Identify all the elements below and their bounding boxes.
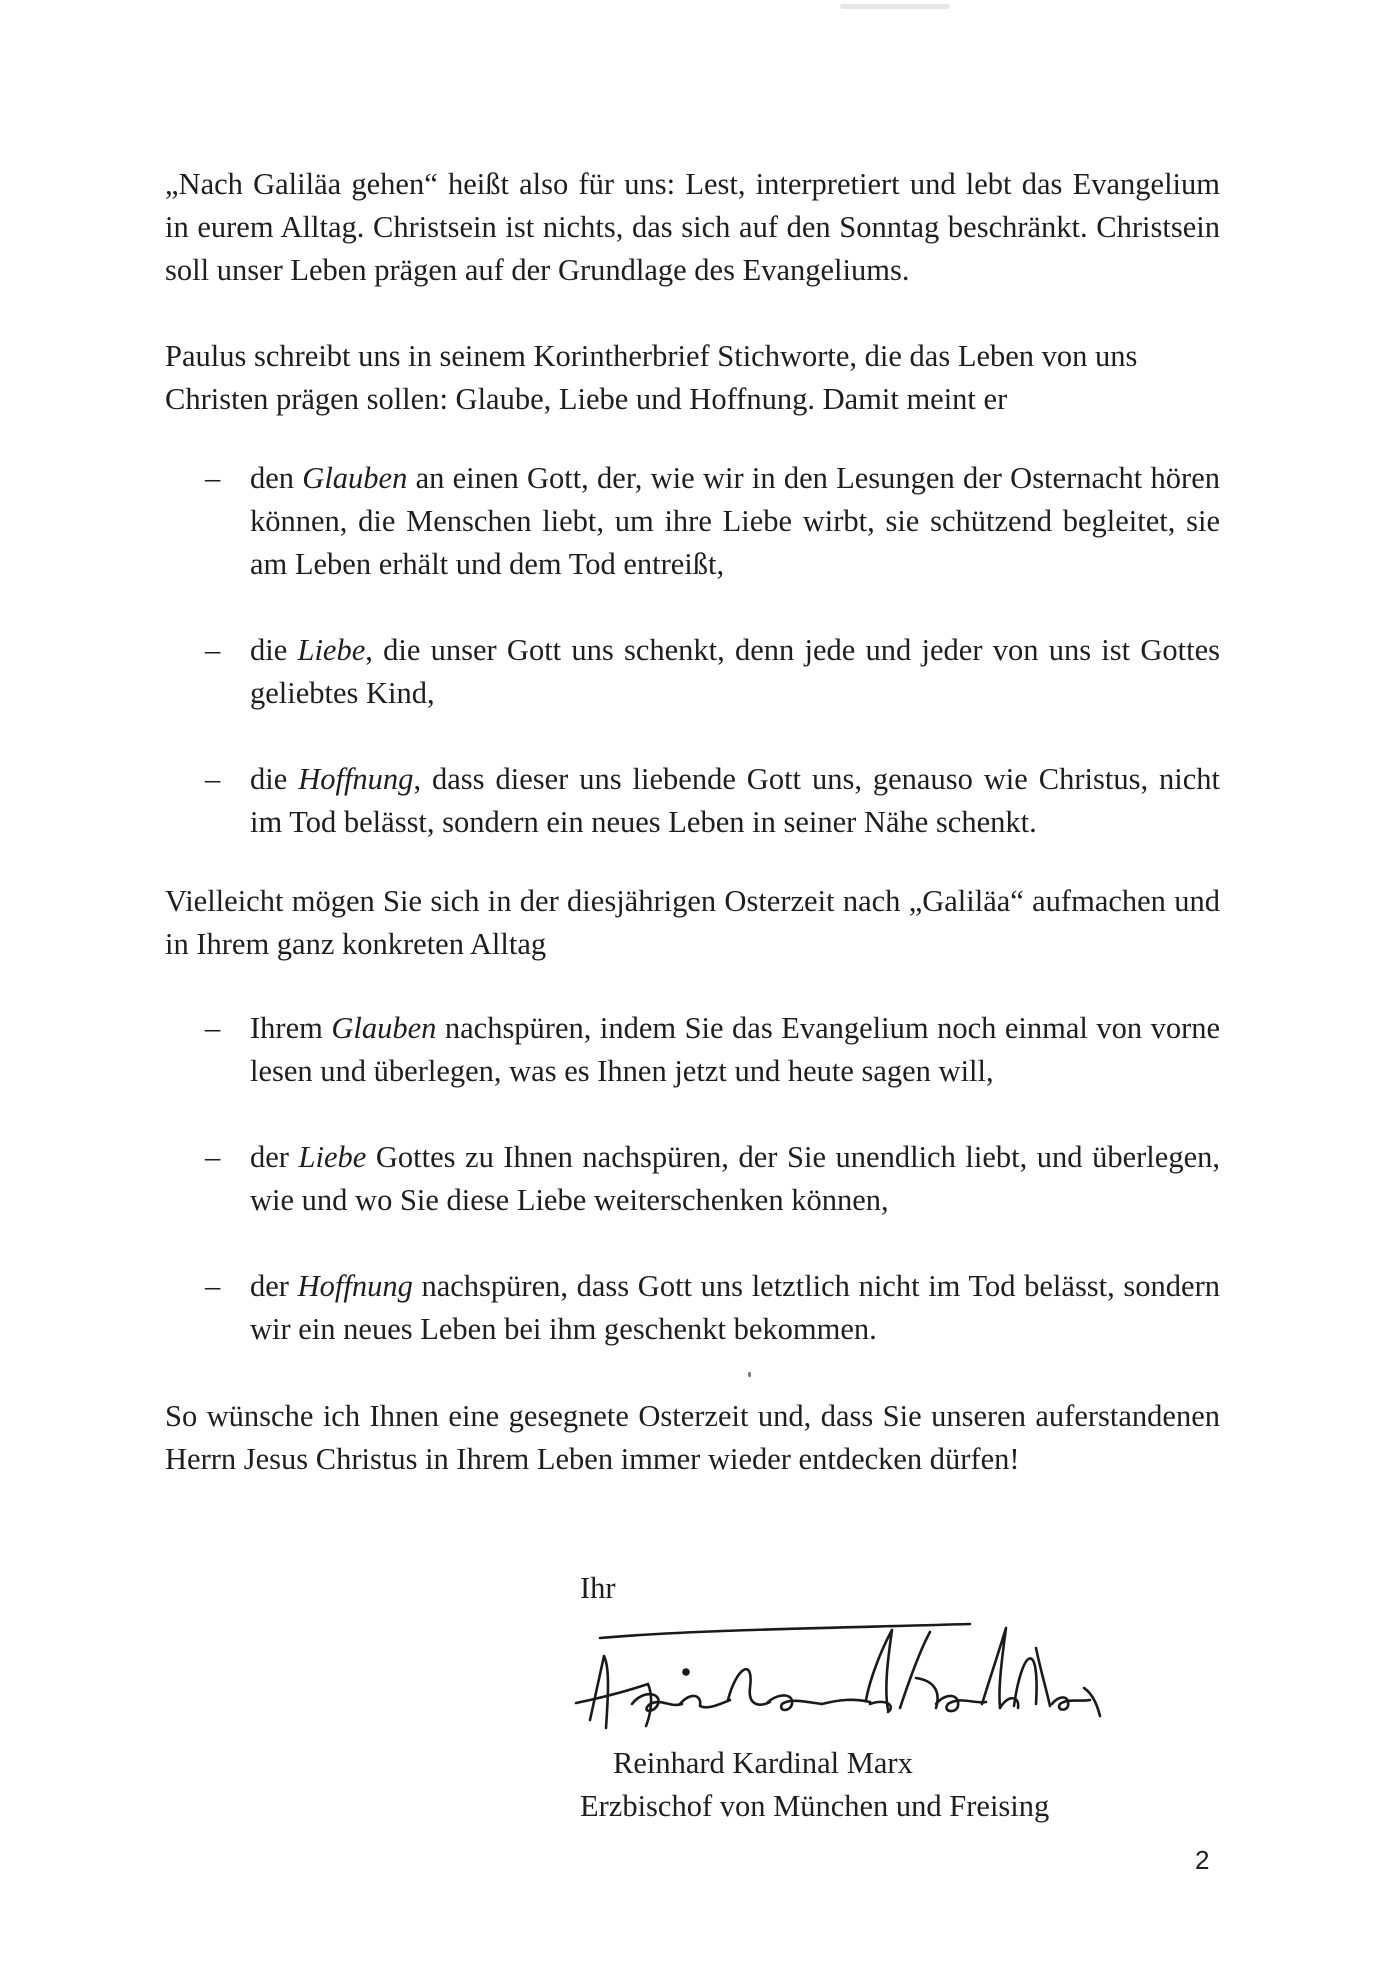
item-keyword: Glauben [331, 1011, 437, 1045]
item-text-pre: der [250, 1269, 298, 1303]
paragraph-segenswunsch: So wünsche ich Ihnen eine gesegnete Osterzeit und, dass Sie unseren auferstandenen Herrn Jesus Christus in Ihrem Leben immer wieder entdecken dürfen! [165, 1399, 1220, 1476]
handwritten-signature [570, 1608, 1110, 1758]
closing-salutation: Ihr [580, 1571, 616, 1605]
list-item [205, 1007, 1220, 1093]
item-keyword: Hoffnung [297, 1269, 413, 1303]
item-text-pre: die [250, 762, 299, 796]
signatory-name: Reinhard Kardinal Marx [613, 1746, 913, 1780]
scan-speck [748, 1372, 751, 1377]
item-text-pre: die [250, 633, 298, 667]
item-text-post: an einen Gott, der, wie wir in den Lesungen der Osternacht hören können, die Menschen liebt, um ihre Liebe wirbt, sie schützend begleitet, sie am Leben erhält und dem Tod entreißt, [250, 461, 1220, 581]
item-text-post: nachspüren, dass Gott uns letztlich nicht im Tod belässt, sondern wir ein neues Leben bei ihm geschenkt bekommen. [250, 1269, 1220, 1346]
item-text-post: nachspüren, indem Sie das Evangelium noch einmal von vorne lesen und überlegen, was es Ihnen jetzt und heute sagen will, [250, 1011, 1221, 1088]
list-glaube-liebe-hoffnung [205, 457, 1220, 844]
list-item [205, 457, 1220, 586]
item-text-pre: Ihrem [250, 1011, 332, 1045]
dash-bullet: – [205, 1011, 221, 1045]
signatory-title: Erzbischof von München und Freising [580, 1789, 1050, 1823]
item-keyword: Hoffnung [298, 762, 414, 796]
item-keyword: Liebe [297, 633, 366, 667]
scan-mark [840, 4, 950, 9]
list-item [205, 758, 1220, 844]
dash-bullet: – [205, 461, 221, 495]
item-keyword: Glauben [302, 461, 408, 495]
paragraph-galilaea-aufmachen: Vielleicht mögen Sie sich in der diesjährigen Osterzeit nach „Galiläa“ aufmachen und in Ihrem ganz konkreten Alltag [165, 884, 1220, 961]
dash-bullet: – [205, 1140, 221, 1174]
paragraph-korintherbrief: Paulus schreibt uns in seinem Korintherbrief Stichworte, die das Leben von uns Christen prägen sollen: Glaube, Liebe und Hoffnung. Damit meint er [165, 339, 1138, 416]
item-text-post: , die unser Gott uns schenkt, denn jede und jeder von uns ist Gottes geliebtes Kind, [250, 633, 1220, 710]
item-keyword: Liebe [298, 1140, 367, 1174]
item-text-post: , dass dieser uns liebende Gott uns, genauso wie Christus, nicht im Tod belässt, sondern ein neues Leben in seiner Nähe schenkt. [250, 762, 1220, 839]
paragraph-galilaea: „Nach Galiläa gehen“ heißt also für uns: Lest, interpretiert und lebt das Evangelium in eurem Alltag. Christsein ist nichts, das sich auf den Sonntag beschränkt. Christsein soll unser Leben prägen auf der Grundlage des Evangeliums. [165, 167, 1220, 287]
list-item [205, 1136, 1220, 1222]
list-nachspueren [205, 1007, 1220, 1351]
item-text-pre: der [250, 1140, 299, 1174]
list-item [205, 1265, 1220, 1351]
page-number: 2 [1195, 1845, 1210, 1875]
dash-bullet: – [205, 1269, 221, 1303]
dash-bullet: – [205, 762, 221, 796]
item-text-pre: den [250, 461, 303, 495]
list-item [205, 629, 1220, 715]
dash-bullet: – [205, 633, 221, 667]
item-text-post: Gottes zu Ihnen nachspüren, der Sie unendlich liebt, und überlegen, wie und wo Sie diese Liebe weiterschenken können, [250, 1140, 1220, 1217]
